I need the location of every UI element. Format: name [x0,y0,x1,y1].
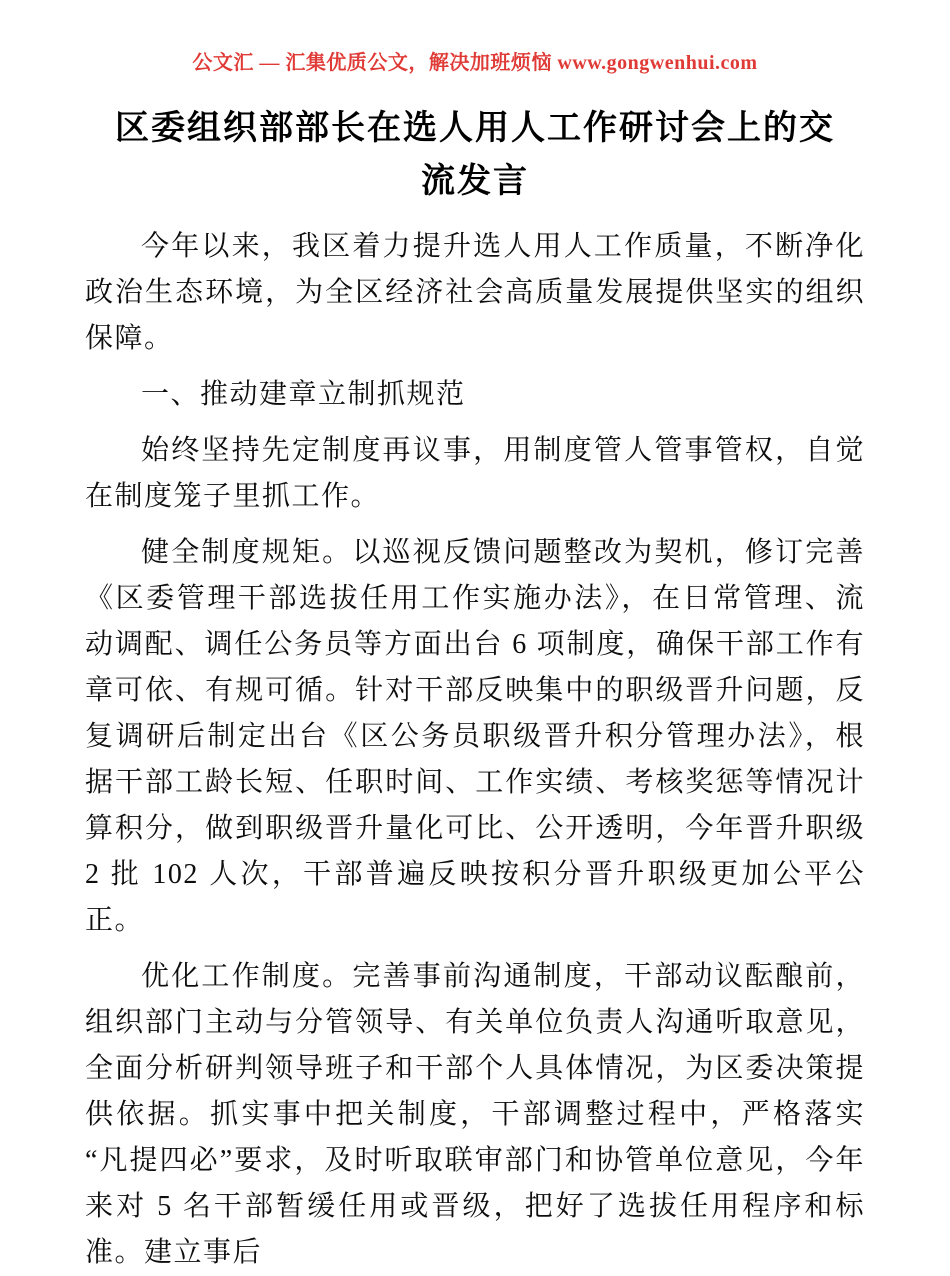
document-body [85,224,865,1276]
paragraph: 健全制度规矩。以巡视反馈问题整改为契机，修订完善《区委管理干部选拔任用工作实施办法》，在日常管理、流动调配、调任公务员等方面出台 6 项制度，确保干部工作有章可依、有规可循。针对干部反映集中的职级晋升问题，反复调研后制定出台《区公务员职级晋升积分管理办法》，根据干部工龄长短、任职时间、工作实绩、考核奖惩等情况计算积分，做到职级晋升量化可比、公开透明，今年晋升职级 2 批 102 人次，干部普遍反映按积分晋升职级更加公平公正。 [85,537,865,937]
site-header-banner: 公文汇 — 汇集优质公文，解决加班烦恼 www.gongwenhui.com [192,52,758,74]
paragraph: 始终坚持先定制度再议事，用制度管人管事管权，自觉在制度笼子里抓工作。 [85,435,865,513]
document-title: 区委组织部部长在选人用人工作研讨会上的交流发言 [115,110,835,200]
paragraph: 优化工作制度。完善事前沟通制度，干部动议酝酿前，组织部门主动与分管领导、有关单位负责人沟通听取意见，全面分析研判领导班子和干部个人具体情况，为区委决策提供依据。抓实事中把关制度，干部调整过程中，严格落实“凡提四必”要求，及时听取联审部门和协管单位意见，今年来对 5 名干部暂缓任用或晋级，把好了选拔任用程序和标准。建立事后 [85,961,865,1269]
section-heading: 一、推动建章立制抓规范 [141,379,466,411]
paragraph: 今年以来，我区着力提升选人用人工作质量，不断净化政治生态环境，为全区经济社会高质量发展提供坚实的组织保障。 [85,231,865,355]
